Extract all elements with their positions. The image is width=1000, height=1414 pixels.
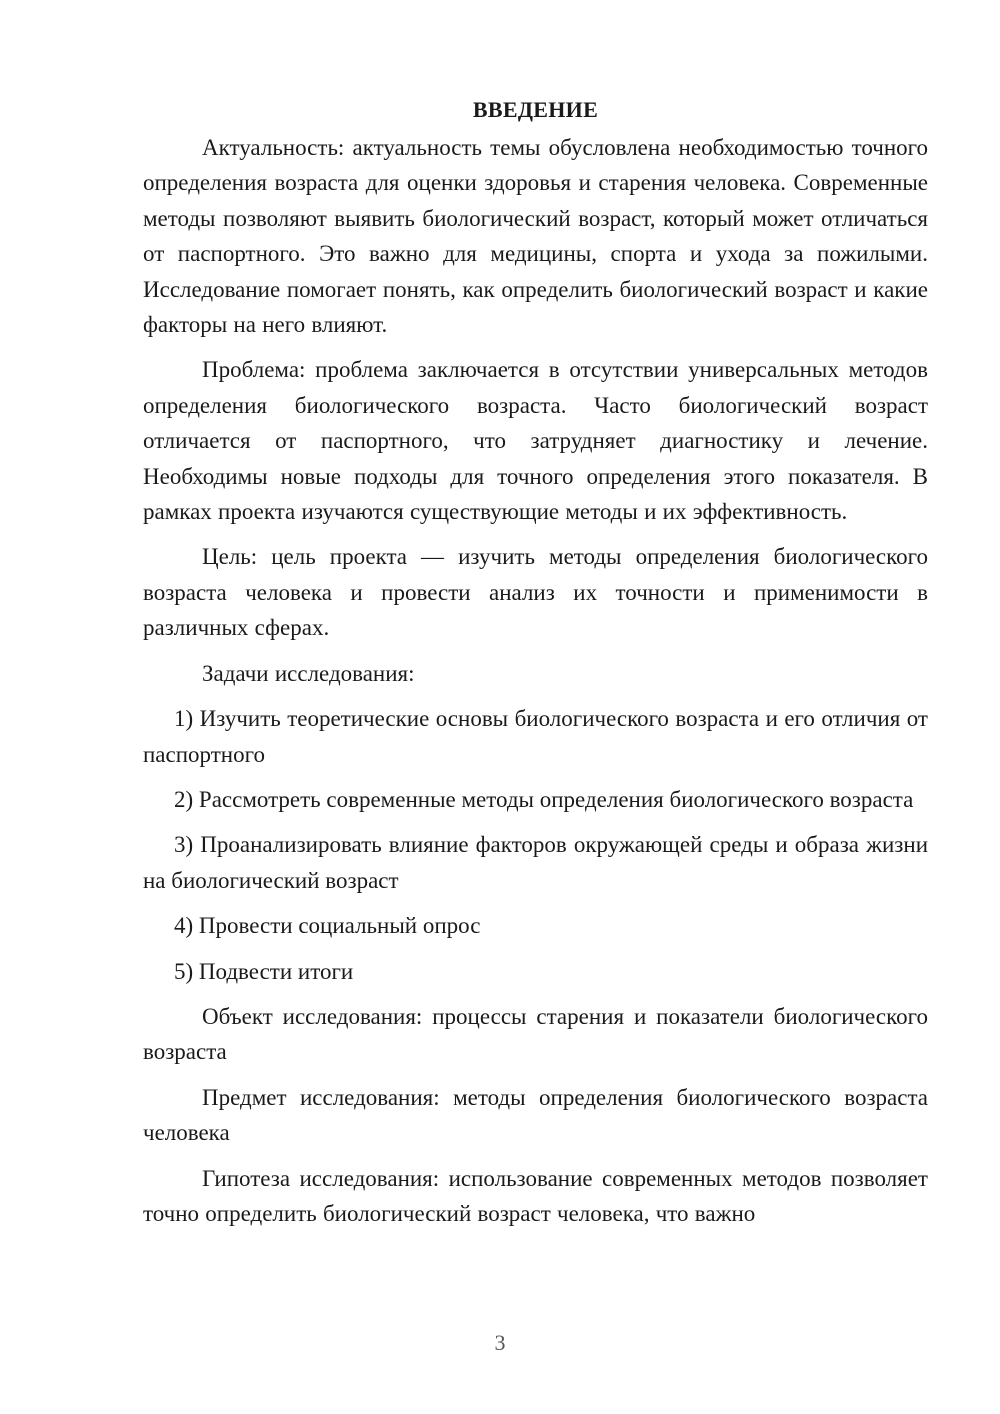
subject-paragraph: Предмет исследования: методы определения биологического возраста человека (143, 1084, 928, 1146)
page-number: 3 (494, 1330, 506, 1355)
tasks-title: Задачи исследования: (202, 660, 415, 686)
hypothesis-paragraph: Гипотеза исследования: использование современных методов позволяет точно определить биологический возраст человека, что важно (143, 1165, 928, 1226)
goal-paragraph: Цель: цель проекта — изучить методы определения биологического возраста человека и провести анализ их точности и применимости в различных сферах. (143, 544, 928, 641)
task-item-5: 5) Подвести итоги (174, 958, 354, 984)
section-heading: ВВЕДЕНИЕ (472, 97, 599, 122)
task-item-1: 1) Изучить теоретические основы биологического возраста и его отличия от паспортного (143, 706, 928, 767)
task-item-4: 4) Провести социальный опрос (174, 913, 481, 939)
relevance-paragraph: Актуальность: актуальность темы обусловлена необходимостью точного определения возраста для оценки здоровья и старения человека. Современные методы позволяют выявить биологический возраст, который может отличаться от паспортного. Это важно для медицины, спорта и ухода за пожилыми. Исследование помогает понять, как определить биологический возраст и какие факторы на него влияют. (143, 135, 928, 338)
document-page (143, 92, 928, 1241)
problem-paragraph: Проблема: проблема заключается в отсутствии универсальных методов определения биологического возраста. Часто биологический возраст отличается от паспортного, что затрудняет диагностику и лечение. Необходимы новые подходы для точного определения этого показателя. В рамках проекта изучаются существующие методы и их эффективность. (143, 357, 928, 525)
task-item-3: 3) Проанализировать влияние факторов окружающей среды и образа жизни на биологический возраст (143, 832, 928, 893)
object-paragraph: Объект исследования: процессы старения и показатели биологического возраста (143, 1003, 928, 1065)
task-item-2: 2) Рассмотреть современные методы определения биологического возраста (174, 786, 914, 812)
